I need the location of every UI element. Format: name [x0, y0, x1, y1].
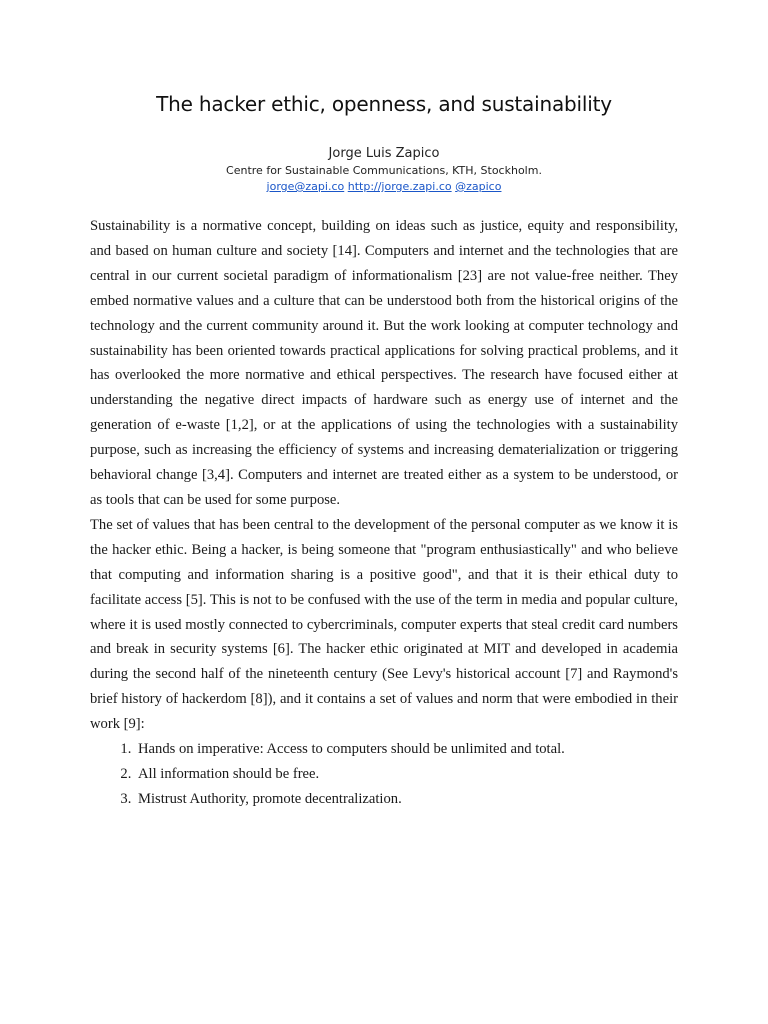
list-item: 2. All information should be free.	[135, 762, 678, 787]
hacker-ethic-list	[90, 737, 678, 812]
twitter-link[interactable]: @zapico	[455, 180, 502, 193]
paragraph-intro: Sustainability is a normative concept, building on ideas such as justice, equity and responsibility, and based on human culture and society [14]. Computers and internet and the technologies that are central in our current societal paradigm of informationalism [23] are not value-free neither. They embed normative values and a culture that can be understood both from the historical origins of the technology and the current community around it. But the work looking at computer technology and sustainability has been oriented towards practical applications for solving practical problems, and it has overlooked the more normative and ethical perspectives. The research have focused either at understanding the negative direct impacts of hardware such as energy use of internet and the generation of e-waste [1,2], or at the applications of using the technologies with a sustainability purpose, such as increasing the efficiency of systems and increasing dematerialization or triggering behavioral change [3,4]. Computers and internet are treated either as a system to be understood, or as tools that can be used for some purpose.	[90, 218, 678, 508]
body-text	[90, 214, 678, 812]
author-contacts	[0, 180, 768, 193]
list-item: 1. Hands on imperative: Access to computers should be unlimited and total.	[135, 737, 678, 762]
author-affiliation: Centre for Sustainable Communications, KTH, Stockholm.	[226, 164, 542, 177]
list-item: 3. Mistrust Authority, promote decentralization.	[135, 787, 678, 812]
email-link[interactable]: jorge@zapi.co	[266, 180, 345, 193]
website-link[interactable]: http://jorge.zapi.co	[347, 180, 452, 193]
paper-title: The hacker ethic, openness, and sustainability	[156, 92, 612, 116]
author-name: Jorge Luis Zapico	[328, 146, 440, 161]
paragraph-hacker-ethic: The set of values that has been central to the development of the personal computer as we know it is the hacker ethic. Being a hacker, is being someone that "program enthusiastically" and who believe that computing and information sharing is a positive good", and that it is their ethical duty to facilitate access [5]. This is not to be confused with the use of the term in media and popular culture, where it is used mostly connected to cybercriminals, computer experts that steal credit card numbers and break in security systems [6]. The hacker ethic originated at MIT and developed in academia during the second half of the nineteenth century (See Levy's historical account [7] and Raymond's brief history of hackerdom [8]), and it contains a set of values and norm that were embodied in their work [9]:	[90, 516, 678, 733]
